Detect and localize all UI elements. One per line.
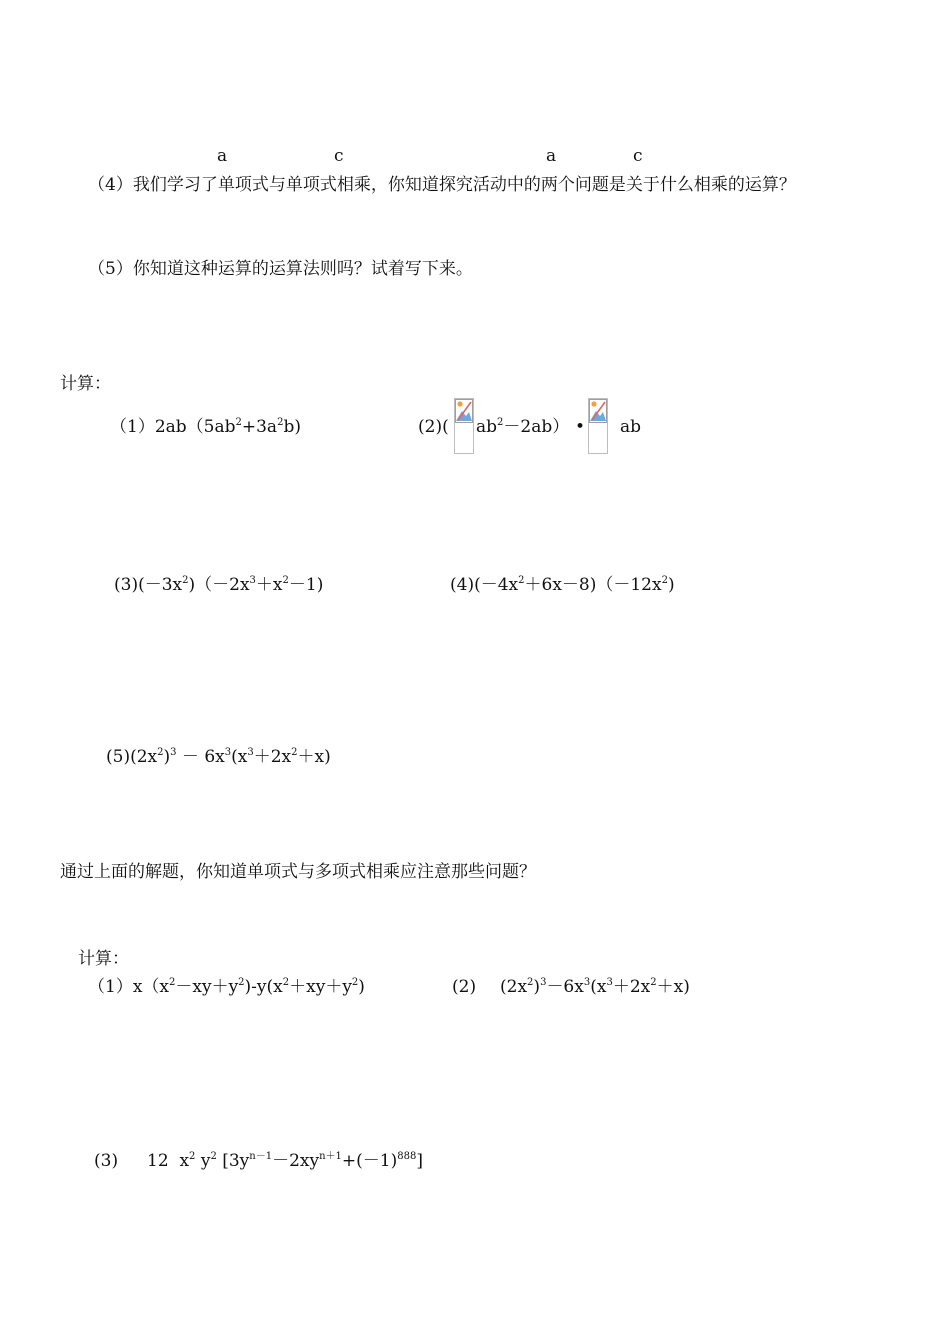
- problem-1-2-body: $ab^2-2ab$）: [476, 417, 570, 437]
- problem-1-5: $(5)(2x^2)^3 - 6x^3(x^3+2x^2+x)$: [106, 747, 331, 767]
- problem-2-3-label: (3): [94, 1151, 119, 1171]
- broken-image-icon: [454, 398, 474, 454]
- question-5: （5）你知道这种运算的运算法则吗？试着写下来。: [88, 259, 473, 279]
- letter-a-1: a: [217, 146, 228, 166]
- broken-image-icon: [588, 398, 608, 454]
- multiply-dot: •: [575, 417, 586, 437]
- problem-1-1: $(1)2ab(5ab^2+3a^2b)$: [110, 417, 301, 437]
- question-4: （4）我们学习了单项式与单项式相乘，你知道探究活动中的两个问题是关于什么相乘的运算？: [88, 175, 796, 195]
- section2-heading: 计算：: [78, 949, 129, 969]
- problem-2-1: $(1)x(x^2-xy+y^2)-y(x^2+xy+y^2)$: [88, 977, 365, 997]
- problem-2-2: $(2x^2)^3-6x^3(x^3+2x^2+x)$: [500, 977, 690, 997]
- problem-1-2-tail: ab: [620, 417, 642, 437]
- problem-1-2: (2)(: [418, 417, 449, 437]
- reflection-question: 通过上面的解题，你知道单项式与多项式相乘应注意那些问题？: [60, 862, 536, 882]
- letter-a-2: a: [546, 146, 557, 166]
- letter-c-2: c: [633, 146, 643, 166]
- section1-heading: 计算：: [60, 374, 111, 394]
- problem-2-3: 12 $x^2$ $y^2$ $[3y^{n-1}-2xy^{n+1}+(-1)^{888}]$: [147, 1151, 423, 1171]
- problem-1-3: $(3)(-3x^2)(-2x^3+x^2-1)$: [114, 575, 324, 595]
- problem-1-4: $(4)(-4x^2+6x-8)(-12x^2)$: [450, 575, 675, 595]
- letter-c-1: c: [334, 146, 344, 166]
- problem-2-2-label: (2): [452, 977, 477, 997]
